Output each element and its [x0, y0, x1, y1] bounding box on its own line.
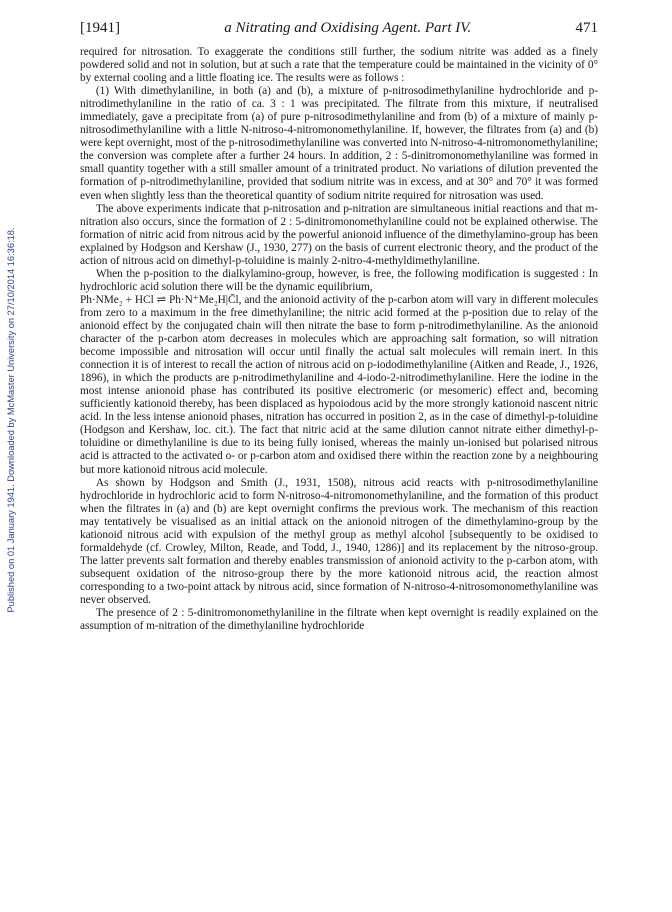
paragraph-1: required for nitrosation. To exaggerate the conditions still further, the sodium nitrite was added as a finely powdered solid and not in solution, but at such a rate that the temperature could be maintained in the vicinity of 0° by external cooling and a little floating ice. The results were as follows : [80, 46, 598, 85]
page-number: 471 [575, 20, 598, 36]
running-header [80, 20, 598, 40]
paragraph-3: The above experiments indicate that p-nitrosation and p-nitration are simultaneous initial reactions and that m-nitration also occurs, since the formation of 2 : 5-dinitromonomethylaniline could not be explained otherwise. The formation of nitric acid from nitrous acid by the powerful anionoid influence of the dimethylamino-group has been explained by Hodgson and Kershaw (J., 1930, 277) on the basis of current electronic theory, and the product of the action of nitrous acid on dimethyl-p-toluidine is mainly 2-nitro-4-methyldimethylaniline. [80, 202, 598, 267]
journal-page [80, 20, 598, 900]
header-title: a Nitrating and Oxidising Agent. Part IV. [224, 20, 472, 36]
article-body [80, 46, 598, 633]
paragraph-5-equilibrium: Ph·NMe₂ + HCl ⇌ Ph·N⁺Me₂H|C̄l, and the anionoid activity of the p-carbon atom will vary in different molecules from zero to a maximum in the free dimethylaniline; the nitric acid formed at the p-position due to relay of the anionoid effect by the conjugated chain will then nitrate the base to form p-nitrodimethylaniline. As the anionoid character of the p-carbon atom decreases in molecules which are approaching salt formation, so will nitration become impossible and nitrosation will occur until finally the actual salt molecules will remain inert. In this connection it is of interest to recall the action of nitrous acid on p-iododimethylaniline (Aitken and Reade, J., 1926, 1896), in which the products are p-nitrodimethylaniline and 4-iodo-2-nitrodimethylaniline. Here the iodine in the most intense anionoid phase has contributed its positive electromeric (or mesomeric) effect and, becoming sufficiently kationoid thereby, has been displaced as hypoiodous acid by the more strongly kationoid nascent nitric acid. In the less intense anionoid phases, nitration has occurred in position 2, as in the case of dimethyl-p-toluidine (Hodgson and Kershaw, loc. cit.). The fact that nitric acid at the same dilution cannot nitrate either dimethyl-p-toluidine or dimethylaniline is due to its being fully ionised, whereas the mainly un-ionised but polarised nitrous acid is attracted to the activated o- or p-carbon atom and oxidised there within the reaction zone by a neighbouring but more kationoid nitrous acid molecule. [80, 293, 598, 476]
paragraph-4: When the p-position to the dialkylamino-group, however, is free, the following modification is suggested : In hydrochloric acid solution there will be the dynamic equilibrium, [80, 267, 598, 293]
paragraph-7: The presence of 2 : 5-dinitromonomethylaniline in the filtrate when kept overnight is readily explained on the assumption of m-nitration of the dimethylaniline hydrochloride [80, 607, 598, 633]
header-year: [1941] [80, 20, 120, 36]
side-download-stamp [0, 0, 22, 912]
paragraph-6: As shown by Hodgson and Smith (J., 1931, 1508), nitrous acid reacts with p-nitrosodimethylaniline hydrochloride in hydrochloric acid to form N-nitroso-4-nitromonomethylaniline, and the formation of this product when the filtrates in (a) and (b) are kept overnight confirms the previous work. The mechanism of this reaction may tentatively be visualised as an initial attack on the anionoid nitrogen of the dimethylamino-group by the kationoid nitrous acid with expulsion of the methyl group as methyl alcohol [subsequently to be oxidised to formaldehyde (cf. Crowley, Milton, Reade, and Todd, J., 1940, 1286)] and its replacement by the nitroso-group. The latter prevents salt formation and thereby enables transmission of anionoid activity to the p-carbon atom, with subsequent oxidation of the nitroso-group there by the more kationoid nitrous acid, the reaction almost corresponding to a two-point attack by nitrous acid, since formation of N-nitroso-4-nitrosomonomethylaniline was never observed. [80, 476, 598, 606]
paragraph-2: (1) With dimethylaniline, in both (a) and (b), a mixture of p-nitrosodimethylaniline hydrochloride and p-nitrodimethylaniline in the ratio of ca. 3 : 1 was precipitated. The filtrate from this mixture, if neutralised immediately, gave a precipitate from (a) of pure p-nitrosodimethylaniline and from (b) of a mixture of mainly p-nitrosodimethylaniline with a little N-nitroso-4-nitromonomethylaniline. If, however, the filtrates from (a) and (b) were kept overnight, most of the p-nitrosodimethylaniline was converted into N-nitroso-4-nitromonomethylaniline; the conversion was complete after a further 24 hours. In addition, 2 : 5-dinitromonomethylaniline was formed in small quantity together with a still smaller amount of a trinitrated product. No variations of dilution prevented the formation of p-nitrodimethylaniline, provided that sodium nitrite was in excess, and at 30° and 70° it was formed even when slightly less than the theoretical quantity of sodium nitrite required for nitrosation was used. [80, 85, 598, 202]
download-notice: Published on 01 January 1941. Downloaded by McMaster University on 27/10/2014 16:36:18. [6, 227, 16, 613]
